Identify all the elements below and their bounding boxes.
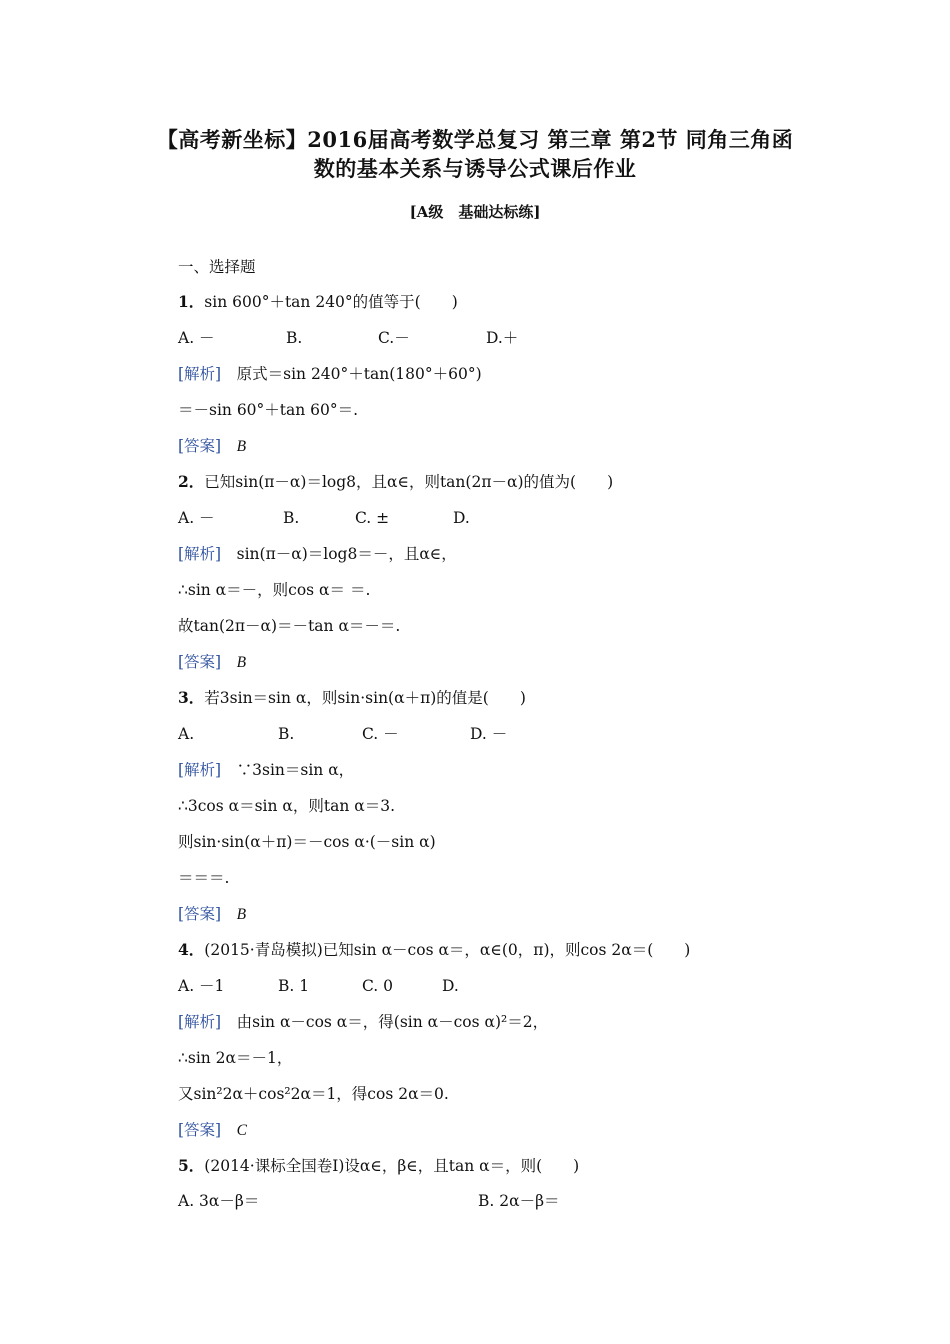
option-b: B. 1 [278,977,310,995]
question-text: 已知sin(π－α)＝log8，且α∈，则tan(2π－α)的值为( ) [204,473,614,491]
analysis-line: ＝－sin 60°＋tan 60°＝. [178,401,359,419]
question-1-analysis [178,364,482,384]
option-a: A. － [178,329,215,347]
analysis-tag: [解析] [178,365,222,383]
question-3-options [178,724,507,744]
question-2-analysis [178,544,457,564]
analysis-tag: [解析] [178,545,222,563]
question-2-answer [178,652,246,673]
question-number: 3． [178,688,205,707]
question-4-analysis [178,1012,548,1032]
question-3-answer [178,904,246,925]
option-d: D.＋ [486,329,519,347]
analysis-text: ∵3sin＝sin α， [236,761,355,779]
question-text: 若3sin＝sin α，则sin·sin(α＋π)的值是( ) [204,689,526,707]
answer-value: B [236,654,247,671]
option-d: D. [453,509,470,527]
question-4-stem [178,940,690,960]
option-b: B. 2α－β＝ [478,1192,560,1210]
analysis-text: 原式＝sin 240°＋tan(180°＋60°) [236,365,482,383]
analysis-line: 则sin·sin(α＋π)＝－cos α·(－sin α) [178,833,436,851]
question-text: sin 600°＋tan 240°的值等于( ) [204,293,458,311]
question-text: (2014·课标全国卷Ⅰ)设α∈，β∈，且tan α＝，则( ) [204,1157,580,1175]
question-5-options [178,1191,560,1211]
analysis-text: 由sin α－cos α＝，得(sin α－cos α)²＝2， [236,1013,549,1031]
question-1-stem [178,292,458,312]
answer-tag: [答案] [178,437,222,455]
question-number: 4． [178,940,205,959]
option-d: D. [442,977,459,995]
analysis-text: sin(π－α)＝log8＝－，且α∈， [236,545,457,563]
option-c: C.－ [378,329,410,347]
document-title-line-1: 【高考新坐标】2016届高考数学总复习 第三章 第2节 同角三角函 [156,127,794,152]
option-b: B. [283,509,300,527]
analysis-line: ∴sin 2α＝－1， [178,1049,293,1067]
answer-tag: [答案] [178,905,222,923]
answer-value: B [236,438,247,455]
option-c: C. 0 [362,977,394,995]
answer-tag: [答案] [178,653,222,671]
question-4-answer [178,1120,247,1141]
option-a: A. [178,725,195,743]
section-heading: 一、选择题 [178,258,256,276]
option-c: C. ± [355,509,390,527]
analysis-line: 又sin²2α＋cos²2α＝1，得cos 2α＝0. [178,1085,449,1103]
document-title-line-2: 数的基本关系与诱导公式课后作业 [313,156,637,181]
option-b: B. [286,329,303,347]
analysis-line: 故tan(2π－α)＝－tan α＝－＝. [178,617,401,635]
question-number: 2． [178,472,205,491]
question-3-stem [178,688,526,708]
answer-value: B [236,906,247,923]
question-number: 1． [178,292,205,311]
question-text: (2015·青岛模拟)已知sin α－cos α＝，α∈(0，π)，则cos 2α＝( ) [204,941,691,959]
analysis-line: ∴sin α＝－，则cos α＝ ＝. [178,581,371,599]
analysis-line: ＝＝＝. [178,869,230,887]
analysis-tag: [解析] [178,761,222,779]
analysis-line: ∴3cos α＝sin α，则tan α＝3. [178,797,396,815]
answer-tag: [答案] [178,1121,222,1139]
level-label: [A级 基础达标练] [409,203,541,221]
question-1-answer [178,436,246,457]
option-a: A. －1 [178,977,225,995]
question-2-options [178,508,470,528]
option-a: A. 3α－β＝ [178,1192,260,1210]
answer-value: C [236,1122,247,1139]
option-c: C. － [362,725,399,743]
question-5-stem [178,1156,579,1176]
option-d: D. － [470,725,508,743]
analysis-tag: [解析] [178,1013,222,1031]
question-3-analysis [178,760,354,780]
question-4-options [178,976,459,996]
question-2-stem [178,472,613,492]
option-a: A. － [178,509,215,527]
option-b: B. [278,725,295,743]
question-1-options [178,328,518,348]
question-number: 5． [178,1156,205,1175]
